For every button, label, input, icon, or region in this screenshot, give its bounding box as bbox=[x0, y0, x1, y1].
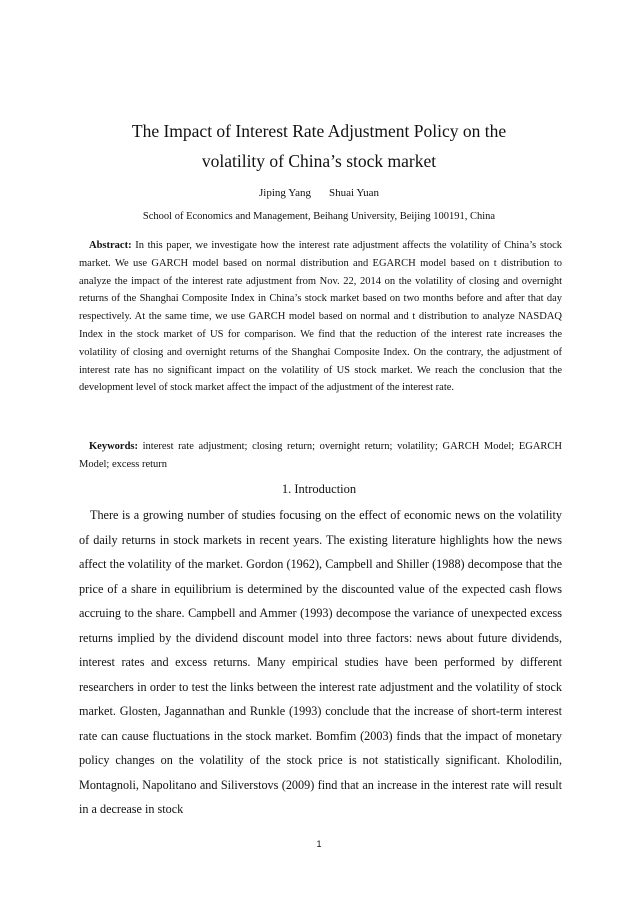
author-affiliation: School of Economics and Management, Beihang University, Beijing 100191, China bbox=[142, 211, 496, 222]
author-list bbox=[0, 186, 638, 200]
keywords-text: interest rate adjustment; closing return; overnight return; volatility; GARCH Model; EGARCH Model; excess return bbox=[79, 441, 563, 470]
keywords-paragraph bbox=[79, 438, 562, 474]
paper-title-line-2: volatility of China’s stock market bbox=[201, 151, 437, 171]
paper-title-line-1: The Impact of Interest Rate Adjustment Policy on the bbox=[131, 121, 507, 141]
author-name: Shuai Yuan bbox=[328, 187, 379, 199]
abstract-paragraph bbox=[79, 237, 562, 397]
author-name: Jiping Yang bbox=[259, 187, 311, 199]
abstract-label: Abstract: bbox=[89, 240, 132, 251]
introduction-paragraph bbox=[79, 503, 562, 822]
introduction-text: There is a growing number of studies focusing on the effect of economic news on the volatility of daily returns in stock markets in recent years. The existing literature highlights how the news affect the volatility of the market. Gordon (1962), Campbell and Shiller (1988) decompose that the price of a share in equilibrium is determined by the discounted value of the expected cash flows accruing to the share. Campbell and Ammer (1993) decompose the variance of unexpected excess returns implied by the dividend discount model into three factors: news about future dividends, interest rates and excess returns. Many empirical studies have been performed by different researchers in order to test the links between the interest rate adjustment and the volatility of stock market. Glosten, Jagannathan and Runkle (1993) conclude that the increase of short-term interest rate can cause fluctuations in the stock market. Bomfim (2003) finds that the impact of monetary policy changes on the volatility of the stock price is not statistically significant. Kholodilin, Montagnoli, Napolitano and Siliverstovs (2009) find that an increase in the interest rate will result in a decrease in stock bbox=[79, 508, 562, 816]
keywords-label: Keywords: bbox=[89, 441, 138, 452]
page-number: 1 bbox=[316, 839, 322, 849]
section-heading-introduction: 1. Introduction bbox=[281, 482, 357, 496]
abstract-text: In this paper, we investigate how the interest rate adjustment affects the volatility of China’s stock market. We use GARCH model based on normal distribution and EGARCH model based on t distribution to analyze the impact of the interest rate adjustment from Nov. 22, 2014 on the volatility of closing and overnight returns of the Shanghai Composite Index in China’s stock market based on two months before and after that day respectively. At the same time, we use GARCH model based on normal and t distribution to analyze NASDAQ Index in the stock market of US for comparison. We find that the reduction of the interest rate increases the volatility of closing and overnight returns of the Shanghai Composite Index. On the contrary, the adjustment of interest rate has no significant impact on the volatility of US stock market. We reach the conclusion that the development level of stock market affect the impact of the adjustment of the interest rate. bbox=[79, 240, 563, 394]
